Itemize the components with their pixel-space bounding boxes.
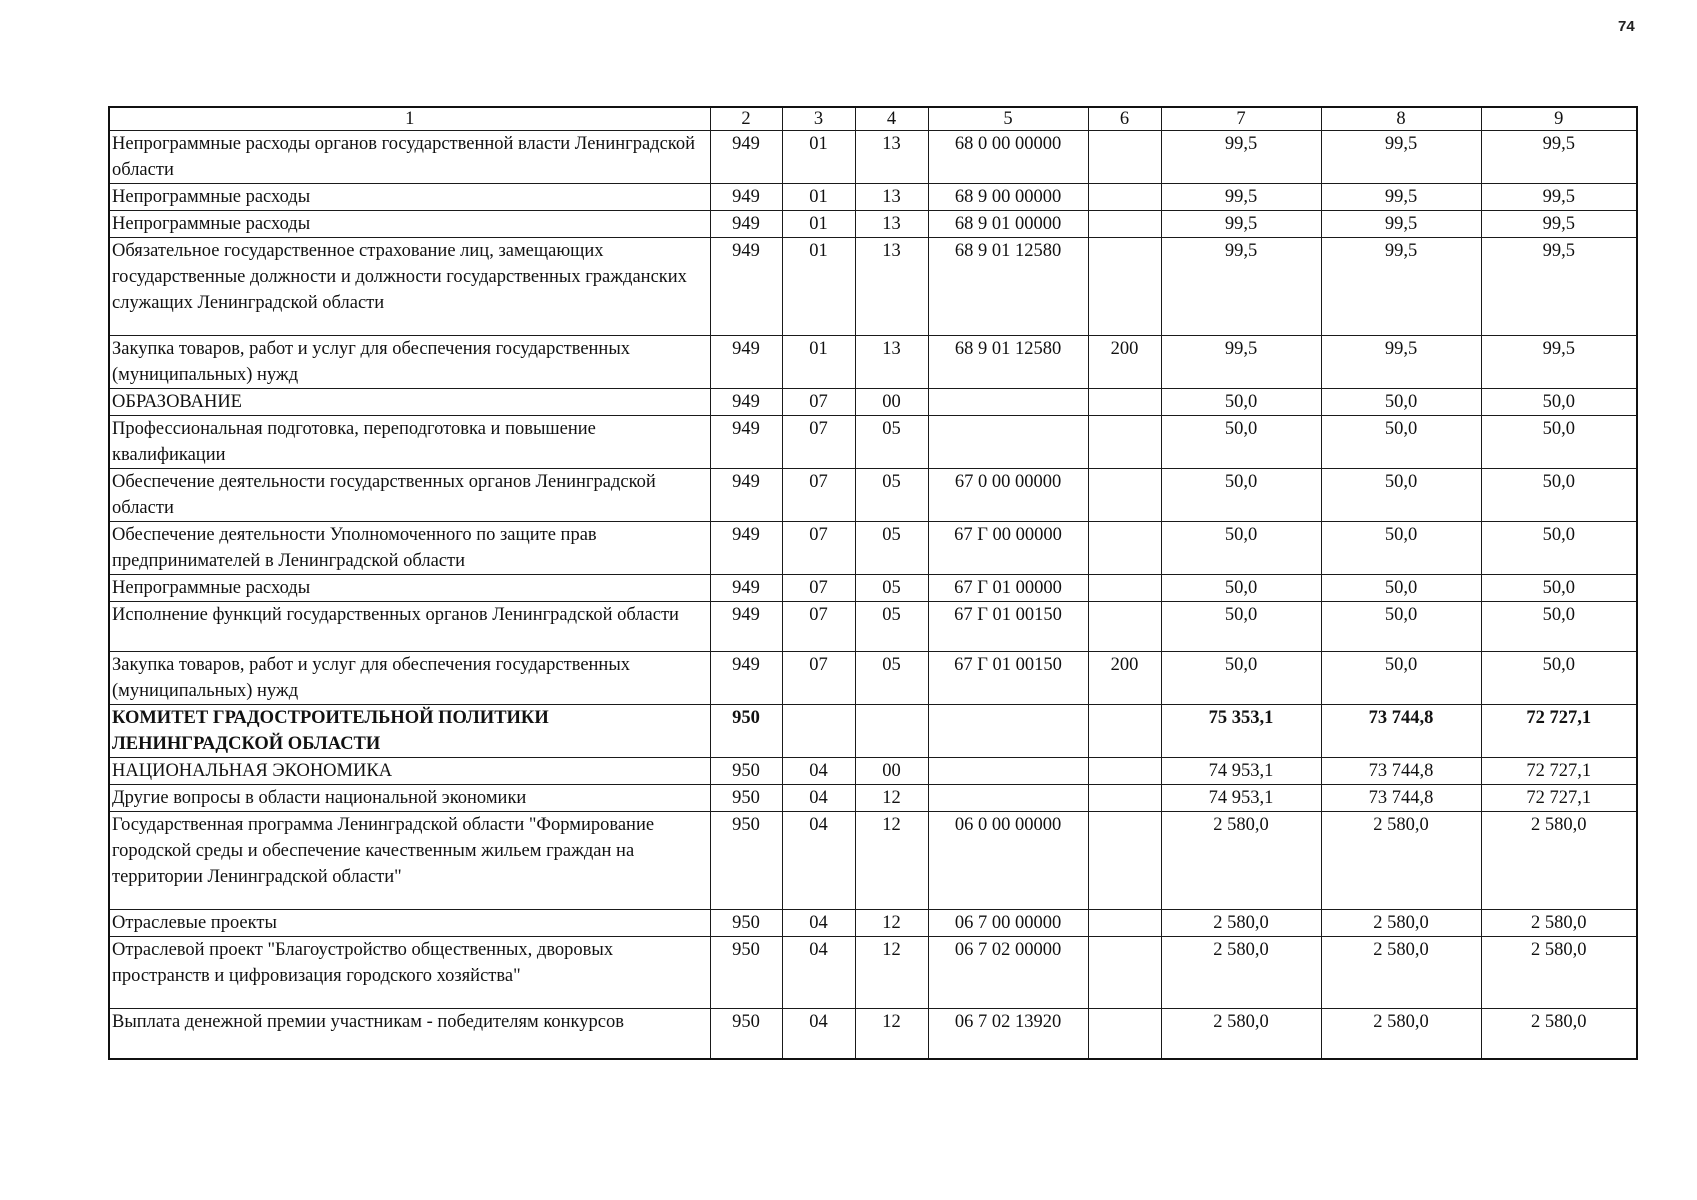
value-cell-col2: 949 bbox=[710, 131, 782, 184]
value-cell-col7: 74 953,1 bbox=[1161, 785, 1321, 812]
value-cell-col7: 2 580,0 bbox=[1161, 1009, 1321, 1059]
value-cell-col6 bbox=[1088, 705, 1161, 758]
value-cell-col7: 99,5 bbox=[1161, 336, 1321, 389]
table-row bbox=[109, 812, 1637, 910]
value-cell-col8: 50,0 bbox=[1321, 575, 1481, 602]
value-cell-col5 bbox=[928, 416, 1088, 469]
row-name-cell: Исполнение функций государственных органов Ленинградской области bbox=[109, 602, 710, 652]
table-row bbox=[109, 575, 1637, 602]
value-cell-col2: 950 bbox=[710, 705, 782, 758]
value-cell-col6: 200 bbox=[1088, 336, 1161, 389]
value-cell-col9: 99,5 bbox=[1481, 211, 1637, 238]
value-cell-col9: 50,0 bbox=[1481, 652, 1637, 705]
value-cell-col6: 200 bbox=[1088, 652, 1161, 705]
value-cell-col2: 949 bbox=[710, 416, 782, 469]
value-cell-col8: 50,0 bbox=[1321, 389, 1481, 416]
value-cell-col6 bbox=[1088, 184, 1161, 211]
value-cell-col2: 949 bbox=[710, 389, 782, 416]
value-cell-col4: 12 bbox=[855, 910, 928, 937]
value-cell-col5: 67 Г 01 00150 bbox=[928, 652, 1088, 705]
row-name-cell: Обеспечение деятельности государственных органов Ленинградской области bbox=[109, 469, 710, 522]
value-cell-col6 bbox=[1088, 785, 1161, 812]
table-row bbox=[109, 389, 1637, 416]
value-cell-col8: 73 744,8 bbox=[1321, 758, 1481, 785]
value-cell-col7: 74 953,1 bbox=[1161, 758, 1321, 785]
value-cell-col3: 04 bbox=[782, 910, 855, 937]
value-cell-col4: 12 bbox=[855, 1009, 928, 1059]
value-cell-col4: 00 bbox=[855, 389, 928, 416]
table-row bbox=[109, 937, 1637, 1009]
value-cell-col3: 01 bbox=[782, 238, 855, 336]
row-name-cell: Непрограммные расходы bbox=[109, 575, 710, 602]
value-cell-col7: 50,0 bbox=[1161, 575, 1321, 602]
value-cell-col3: 01 bbox=[782, 184, 855, 211]
value-cell-col5: 68 9 01 12580 bbox=[928, 336, 1088, 389]
value-cell-col6 bbox=[1088, 469, 1161, 522]
column-header: 8 bbox=[1321, 107, 1481, 131]
value-cell-col7: 50,0 bbox=[1161, 652, 1321, 705]
row-name-cell: Другие вопросы в области национальной экономики bbox=[109, 785, 710, 812]
row-name-cell: НАЦИОНАЛЬНАЯ ЭКОНОМИКА bbox=[109, 758, 710, 785]
value-cell-col4: 12 bbox=[855, 937, 928, 1009]
value-cell-col8: 99,5 bbox=[1321, 211, 1481, 238]
value-cell-col3 bbox=[782, 705, 855, 758]
value-cell-col8: 99,5 bbox=[1321, 131, 1481, 184]
row-name-cell: Выплата денежной премии участникам - победителям конкурсов bbox=[109, 1009, 710, 1059]
value-cell-col9: 2 580,0 bbox=[1481, 910, 1637, 937]
value-cell-col4: 05 bbox=[855, 652, 928, 705]
row-name-cell: Отраслевой проект "Благоустройство общественных, дворовых пространств и цифровизация городского хозяйства" bbox=[109, 937, 710, 1009]
value-cell-col7: 99,5 bbox=[1161, 211, 1321, 238]
table-row bbox=[109, 652, 1637, 705]
table-row bbox=[109, 522, 1637, 575]
value-cell-col3: 07 bbox=[782, 522, 855, 575]
table-row bbox=[109, 910, 1637, 937]
value-cell-col4: 05 bbox=[855, 522, 928, 575]
value-cell-col6 bbox=[1088, 211, 1161, 238]
value-cell-col8: 99,5 bbox=[1321, 336, 1481, 389]
value-cell-col5: 67 0 00 00000 bbox=[928, 469, 1088, 522]
value-cell-col3: 04 bbox=[782, 758, 855, 785]
row-name-cell: Закупка товаров, работ и услуг для обеспечения государственных (муниципальных) нужд bbox=[109, 336, 710, 389]
table-row bbox=[109, 211, 1637, 238]
value-cell-col3: 07 bbox=[782, 389, 855, 416]
value-cell-col4: 13 bbox=[855, 184, 928, 211]
value-cell-col2: 949 bbox=[710, 211, 782, 238]
value-cell-col8: 2 580,0 bbox=[1321, 937, 1481, 1009]
value-cell-col3: 07 bbox=[782, 575, 855, 602]
value-cell-col6 bbox=[1088, 812, 1161, 910]
table-row bbox=[109, 416, 1637, 469]
value-cell-col6 bbox=[1088, 602, 1161, 652]
value-cell-col2: 950 bbox=[710, 812, 782, 910]
column-header: 9 bbox=[1481, 107, 1637, 131]
value-cell-col3: 01 bbox=[782, 131, 855, 184]
value-cell-col6 bbox=[1088, 910, 1161, 937]
value-cell-col5: 68 0 00 00000 bbox=[928, 131, 1088, 184]
value-cell-col4: 12 bbox=[855, 785, 928, 812]
value-cell-col5: 68 9 00 00000 bbox=[928, 184, 1088, 211]
value-cell-col5 bbox=[928, 389, 1088, 416]
table-row bbox=[109, 758, 1637, 785]
value-cell-col2: 949 bbox=[710, 336, 782, 389]
value-cell-col2: 950 bbox=[710, 785, 782, 812]
value-cell-col2: 949 bbox=[710, 184, 782, 211]
value-cell-col4: 05 bbox=[855, 602, 928, 652]
column-header: 4 bbox=[855, 107, 928, 131]
row-name-cell: Государственная программа Ленинградской области "Формирование городской среды и обеспечение качественным жильем граждан на территории Ленинградской области" bbox=[109, 812, 710, 910]
value-cell-col8: 73 744,8 bbox=[1321, 705, 1481, 758]
row-name-cell: Отраслевые проекты bbox=[109, 910, 710, 937]
column-header: 1 bbox=[109, 107, 710, 131]
value-cell-col4: 13 bbox=[855, 211, 928, 238]
table-row bbox=[109, 131, 1637, 184]
value-cell-col2: 949 bbox=[710, 469, 782, 522]
value-cell-col9: 99,5 bbox=[1481, 184, 1637, 211]
value-cell-col9: 99,5 bbox=[1481, 336, 1637, 389]
column-header: 6 bbox=[1088, 107, 1161, 131]
value-cell-col3: 04 bbox=[782, 785, 855, 812]
row-name-cell: Обязательное государственное страхование лиц, замещающих государственные должности и должности государственных гражданских служащих Ленинградской области bbox=[109, 238, 710, 336]
value-cell-col8: 50,0 bbox=[1321, 416, 1481, 469]
value-cell-col2: 950 bbox=[710, 937, 782, 1009]
value-cell-col7: 99,5 bbox=[1161, 238, 1321, 336]
value-cell-col2: 949 bbox=[710, 652, 782, 705]
value-cell-col6 bbox=[1088, 575, 1161, 602]
table-row bbox=[109, 184, 1637, 211]
value-cell-col3: 04 bbox=[782, 1009, 855, 1059]
value-cell-col5 bbox=[928, 758, 1088, 785]
value-cell-col5: 06 7 02 00000 bbox=[928, 937, 1088, 1009]
value-cell-col8: 99,5 bbox=[1321, 184, 1481, 211]
value-cell-col7: 99,5 bbox=[1161, 184, 1321, 211]
value-cell-col2: 950 bbox=[710, 910, 782, 937]
value-cell-col9: 50,0 bbox=[1481, 522, 1637, 575]
value-cell-col6 bbox=[1088, 1009, 1161, 1059]
value-cell-col5: 68 9 01 12580 bbox=[928, 238, 1088, 336]
row-name-cell: КОМИТЕТ ГРАДОСТРОИТЕЛЬНОЙ ПОЛИТИКИ ЛЕНИНГРАДСКОЙ ОБЛАСТИ bbox=[109, 705, 710, 758]
value-cell-col7: 50,0 bbox=[1161, 469, 1321, 522]
value-cell-col5: 06 7 00 00000 bbox=[928, 910, 1088, 937]
value-cell-col4: 00 bbox=[855, 758, 928, 785]
value-cell-col9: 2 580,0 bbox=[1481, 1009, 1637, 1059]
value-cell-col4: 05 bbox=[855, 575, 928, 602]
value-cell-col7: 50,0 bbox=[1161, 416, 1321, 469]
value-cell-col9: 2 580,0 bbox=[1481, 937, 1637, 1009]
value-cell-col5 bbox=[928, 705, 1088, 758]
row-name-cell: Непрограммные расходы bbox=[109, 211, 710, 238]
value-cell-col8: 2 580,0 bbox=[1321, 812, 1481, 910]
value-cell-col5: 68 9 01 00000 bbox=[928, 211, 1088, 238]
value-cell-col2: 949 bbox=[710, 575, 782, 602]
value-cell-col3: 07 bbox=[782, 652, 855, 705]
value-cell-col4: 13 bbox=[855, 336, 928, 389]
value-cell-col7: 50,0 bbox=[1161, 602, 1321, 652]
table-row bbox=[109, 785, 1637, 812]
value-cell-col5: 67 Г 01 00000 bbox=[928, 575, 1088, 602]
value-cell-col3: 01 bbox=[782, 211, 855, 238]
value-cell-col7: 50,0 bbox=[1161, 389, 1321, 416]
value-cell-col9: 72 727,1 bbox=[1481, 705, 1637, 758]
value-cell-col6 bbox=[1088, 389, 1161, 416]
value-cell-col8: 2 580,0 bbox=[1321, 910, 1481, 937]
value-cell-col6 bbox=[1088, 937, 1161, 1009]
value-cell-col6 bbox=[1088, 416, 1161, 469]
value-cell-col6 bbox=[1088, 522, 1161, 575]
row-name-cell: Профессиональная подготовка, переподготовка и повышение квалификации bbox=[109, 416, 710, 469]
table-header-row bbox=[109, 107, 1637, 131]
value-cell-col9: 50,0 bbox=[1481, 602, 1637, 652]
value-cell-col3: 07 bbox=[782, 602, 855, 652]
value-cell-col2: 950 bbox=[710, 1009, 782, 1059]
column-header: 2 bbox=[710, 107, 782, 131]
value-cell-col2: 950 bbox=[710, 758, 782, 785]
value-cell-col8: 50,0 bbox=[1321, 602, 1481, 652]
value-cell-col5: 06 0 00 00000 bbox=[928, 812, 1088, 910]
value-cell-col2: 949 bbox=[710, 522, 782, 575]
table-row bbox=[109, 1009, 1637, 1059]
row-name-cell: Обеспечение деятельности Уполномоченного по защите прав предпринимателей в Ленинградской области bbox=[109, 522, 710, 575]
table-row bbox=[109, 602, 1637, 652]
value-cell-col7: 75 353,1 bbox=[1161, 705, 1321, 758]
value-cell-col7: 2 580,0 bbox=[1161, 937, 1321, 1009]
value-cell-col2: 949 bbox=[710, 238, 782, 336]
value-cell-col8: 99,5 bbox=[1321, 238, 1481, 336]
table-row bbox=[109, 336, 1637, 389]
value-cell-col9: 72 727,1 bbox=[1481, 758, 1637, 785]
value-cell-col9: 50,0 bbox=[1481, 389, 1637, 416]
value-cell-col3: 07 bbox=[782, 416, 855, 469]
page-number: 74 bbox=[1618, 18, 1635, 35]
value-cell-col4: 05 bbox=[855, 469, 928, 522]
value-cell-col4: 13 bbox=[855, 131, 928, 184]
value-cell-col4: 05 bbox=[855, 416, 928, 469]
value-cell-col5 bbox=[928, 785, 1088, 812]
value-cell-col3: 04 bbox=[782, 937, 855, 1009]
row-name-cell: Непрограммные расходы органов государственной власти Ленинградской области bbox=[109, 131, 710, 184]
value-cell-col9: 50,0 bbox=[1481, 416, 1637, 469]
budget-table bbox=[108, 106, 1638, 1060]
table-row bbox=[109, 705, 1637, 758]
column-header: 5 bbox=[928, 107, 1088, 131]
value-cell-col4 bbox=[855, 705, 928, 758]
value-cell-col6 bbox=[1088, 131, 1161, 184]
row-name-cell: Непрограммные расходы bbox=[109, 184, 710, 211]
row-name-cell: ОБРАЗОВАНИЕ bbox=[109, 389, 710, 416]
value-cell-col9: 99,5 bbox=[1481, 238, 1637, 336]
value-cell-col7: 99,5 bbox=[1161, 131, 1321, 184]
value-cell-col8: 50,0 bbox=[1321, 469, 1481, 522]
value-cell-col8: 50,0 bbox=[1321, 652, 1481, 705]
value-cell-col8: 2 580,0 bbox=[1321, 1009, 1481, 1059]
value-cell-col8: 50,0 bbox=[1321, 522, 1481, 575]
value-cell-col5: 67 Г 00 00000 bbox=[928, 522, 1088, 575]
value-cell-col7: 50,0 bbox=[1161, 522, 1321, 575]
value-cell-col9: 50,0 bbox=[1481, 469, 1637, 522]
value-cell-col6 bbox=[1088, 758, 1161, 785]
value-cell-col4: 12 bbox=[855, 812, 928, 910]
row-name-cell: Закупка товаров, работ и услуг для обеспечения государственных (муниципальных) нужд bbox=[109, 652, 710, 705]
value-cell-col9: 2 580,0 bbox=[1481, 812, 1637, 910]
value-cell-col2: 949 bbox=[710, 602, 782, 652]
column-header: 3 bbox=[782, 107, 855, 131]
value-cell-col5: 67 Г 01 00150 bbox=[928, 602, 1088, 652]
value-cell-col9: 50,0 bbox=[1481, 575, 1637, 602]
value-cell-col3: 01 bbox=[782, 336, 855, 389]
value-cell-col9: 72 727,1 bbox=[1481, 785, 1637, 812]
value-cell-col8: 73 744,8 bbox=[1321, 785, 1481, 812]
table-row bbox=[109, 469, 1637, 522]
value-cell-col6 bbox=[1088, 238, 1161, 336]
value-cell-col7: 2 580,0 bbox=[1161, 910, 1321, 937]
table-row bbox=[109, 238, 1637, 336]
value-cell-col5: 06 7 02 13920 bbox=[928, 1009, 1088, 1059]
value-cell-col4: 13 bbox=[855, 238, 928, 336]
value-cell-col9: 99,5 bbox=[1481, 131, 1637, 184]
column-header: 7 bbox=[1161, 107, 1321, 131]
value-cell-col3: 04 bbox=[782, 812, 855, 910]
value-cell-col7: 2 580,0 bbox=[1161, 812, 1321, 910]
value-cell-col3: 07 bbox=[782, 469, 855, 522]
